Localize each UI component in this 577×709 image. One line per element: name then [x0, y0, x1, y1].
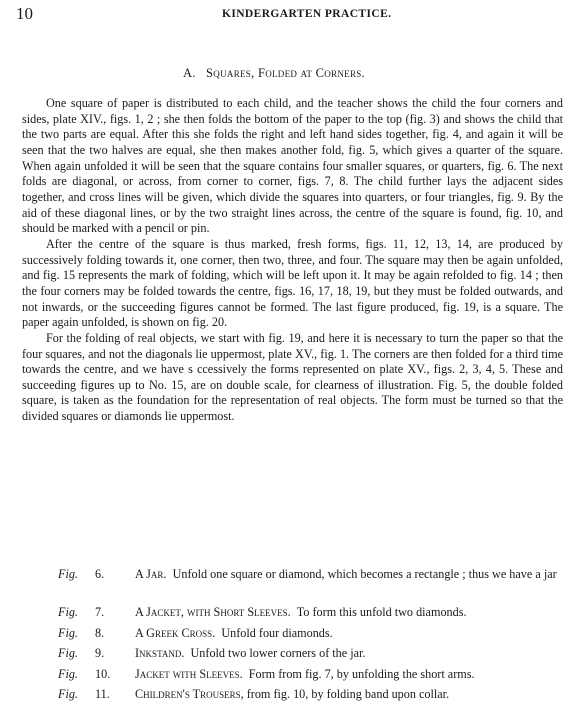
figure-number: 11.: [95, 687, 110, 702]
section-heading: [183, 66, 365, 81]
figure-label: Fig.: [58, 687, 78, 702]
figure-description: from fig. 10, by folding band upon collar.: [246, 687, 450, 702]
running-title: KINDERGARTEN PRACTICE.: [222, 8, 392, 20]
figure-description: Unfold four diamonds.: [221, 625, 333, 640]
figure-label: Fig.: [58, 567, 78, 581]
figure-description: Unfold two lower corners of the jar.: [190, 646, 366, 661]
figure-entry: [58, 664, 563, 685]
paragraph: After the centre of the square is thus marked, fresh forms, figs. 11, 12, 13, 14, are produced by successively folding towards it, one corner, then two, three, and four. The square may then be again unfolded, and fig. 15 represents the mark of folding, which will be left upon it. It may be again refolded to fig. 14 ; then the four corners may be folded towards the centre, figs. 16, 17, 18, 19, but they must be folded outwards, and not inwards, or the succeeding figures cannot be formed. The last figure produced, fig. 19, is a square. The paper again unfolded, is shown on fig. 20.: [22, 236, 563, 330]
figure-list: [58, 566, 563, 705]
figure-number: 8.: [95, 625, 105, 640]
figure-entry: [58, 643, 563, 664]
figure-number: 6.: [95, 567, 105, 581]
figure-entry: [58, 602, 563, 623]
figure-description: To form this unfold two diamonds.: [296, 605, 467, 619]
figure-description: Unfold one square or diamond, which becomes a rectangle ; thus we have a jar: [172, 567, 557, 581]
figure-number: 10.: [95, 666, 111, 681]
body-text: [22, 96, 563, 425]
figure-title: Jacket with Sleeves.: [135, 666, 243, 681]
figure-label: Fig.: [58, 666, 78, 681]
paragraph: For the folding of real objects, we start with fig. 19, and here it is necessary to turn the paper so that the four squares, and not the diagonals lie uppermost, plate XV., fig. 1. The corners are then folded for a third time towards the centre, and we have s ccessively the forms represented on plate XV., figs. 2, 3, 4, 5. These and succeeding figures up to No. 15, are on double scale, for clearness of illustration. Fig. 5, the double folded square, is taken as the foundation for the representation of real objects. The form must be turned so that the divided squares or diamonds lie uppermost.: [22, 330, 563, 424]
figure-description: Form from fig. 7, by unfolding the short arms.: [248, 666, 475, 681]
figure-entry: [58, 623, 563, 644]
figure-number: 7.: [95, 605, 105, 619]
figure-entry: [58, 566, 563, 602]
figure-label: Fig.: [58, 646, 78, 661]
section-letter: A.: [183, 66, 196, 80]
figure-entry: [58, 684, 563, 705]
figure-title: A Jar.: [135, 567, 167, 581]
section-title: Squares, Folded at Corners.: [206, 66, 366, 80]
figure-label: Fig.: [58, 605, 78, 619]
page-number: 10: [16, 4, 33, 23]
paragraph: One square of paper is distributed to each child, and the teacher shows the child the four corners and sides, plate XIV., figs. 1, 2 ; she then folds the bottom of the paper to the top (fig. 3) and shows the child that the two parts are equal. After this she folds the right and left hand sides together, fig. 4, and again it will be seen that the two halves are equal, she then makes another fold, fig. 5, which gives a quarter of the square. When again unfolded it will be seen that the square contains four smaller squares, or quarters, fig. 6. The next folds are diagonal, or across, from corner to corner, figs. 7, 8. The child further lays the adjacent sides together, and cross lines will be given, which divide the squares into quarters, or four triangles, fig. 9. By the aid of these diagonal lines, or by the two straight lines across, the centre of the square is found, fig. 10, and should be marked with a pencil or pin.: [22, 96, 563, 236]
figure-label: Fig.: [58, 625, 78, 640]
figure-title: A Greek Cross.: [135, 625, 216, 640]
figure-number: 9.: [95, 646, 105, 661]
figure-title: Inkstand.: [135, 646, 185, 661]
figure-title: A Jacket, with Short Sleeves.: [135, 605, 291, 619]
figure-title: Children's Trousers,: [135, 687, 244, 702]
